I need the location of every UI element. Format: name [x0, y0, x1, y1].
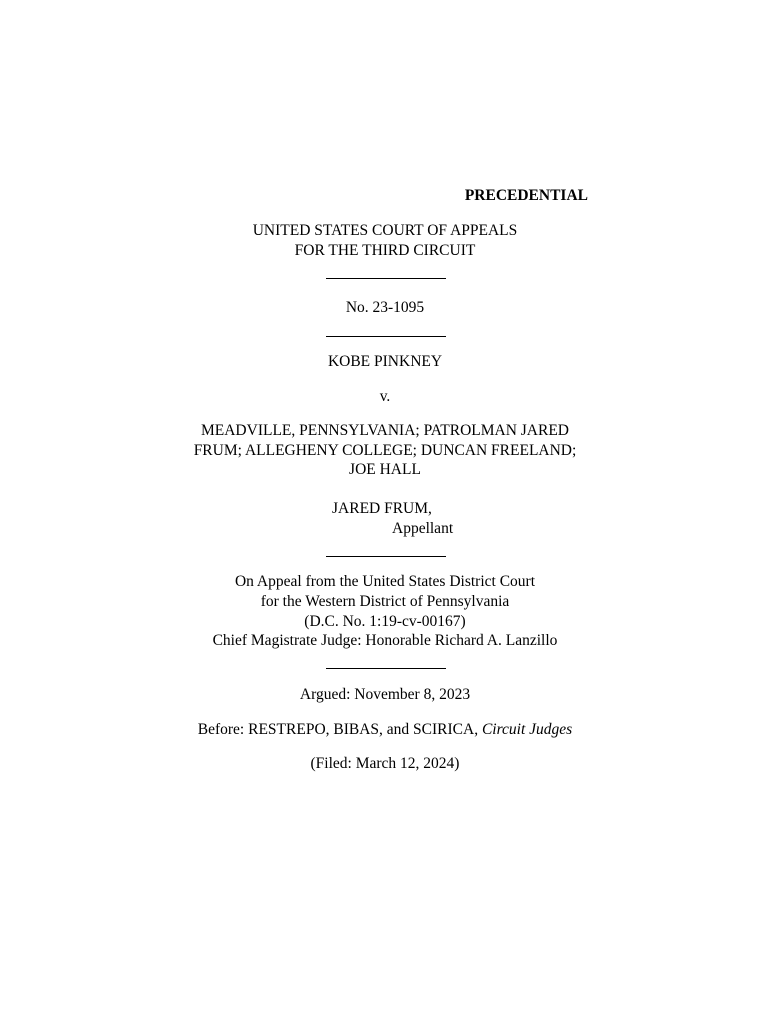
argued-date: Argued: November 8, 2023 — [299, 686, 471, 703]
court-name-line1: UNITED STATES COURT OF APPEALS — [252, 222, 518, 239]
court-name-line2: FOR THE THIRD CIRCUIT — [294, 242, 476, 259]
appeal-line1: On Appeal from the United States District Court — [234, 573, 536, 590]
panel-judges-names: Before: RESTREPO, BIBAS, and SCIRICA, — [197, 721, 482, 738]
plaintiff-name: KOBE PINKNEY — [327, 353, 443, 370]
magistrate-judge: Chief Magistrate Judge: Honorable Richard A. Lanzillo — [212, 632, 558, 649]
separator-rule — [326, 556, 446, 557]
defendants-line2: FRUM; ALLEGHENY COLLEGE; DUNCAN FREELAND; — [193, 442, 577, 459]
defendants-line3: JOE HALL — [349, 461, 421, 478]
separator-rule — [326, 278, 446, 279]
appeal-line2: for the Western District of Pennsylvania — [260, 593, 510, 610]
appellant-name: JARED FRUM, — [332, 500, 432, 517]
case-number: No. 23-1095 — [345, 299, 425, 316]
appellant-role: Appellant — [392, 520, 454, 537]
versus-label: v. — [379, 388, 391, 405]
separator-rule — [326, 668, 446, 669]
defendants-line1: MEADVILLE, PENNSYLVANIA; PATROLMAN JARED — [200, 422, 569, 439]
district-case-number: (D.C. No. 1:19-cv-00167) — [304, 613, 466, 630]
panel-judges — [0, 720, 770, 740]
filed-date: (Filed: March 12, 2024) — [310, 755, 460, 772]
precedential-label: PRECEDENTIAL — [464, 187, 588, 204]
separator-rule — [326, 336, 446, 337]
panel-judges-title: Circuit Judges — [481, 721, 573, 738]
